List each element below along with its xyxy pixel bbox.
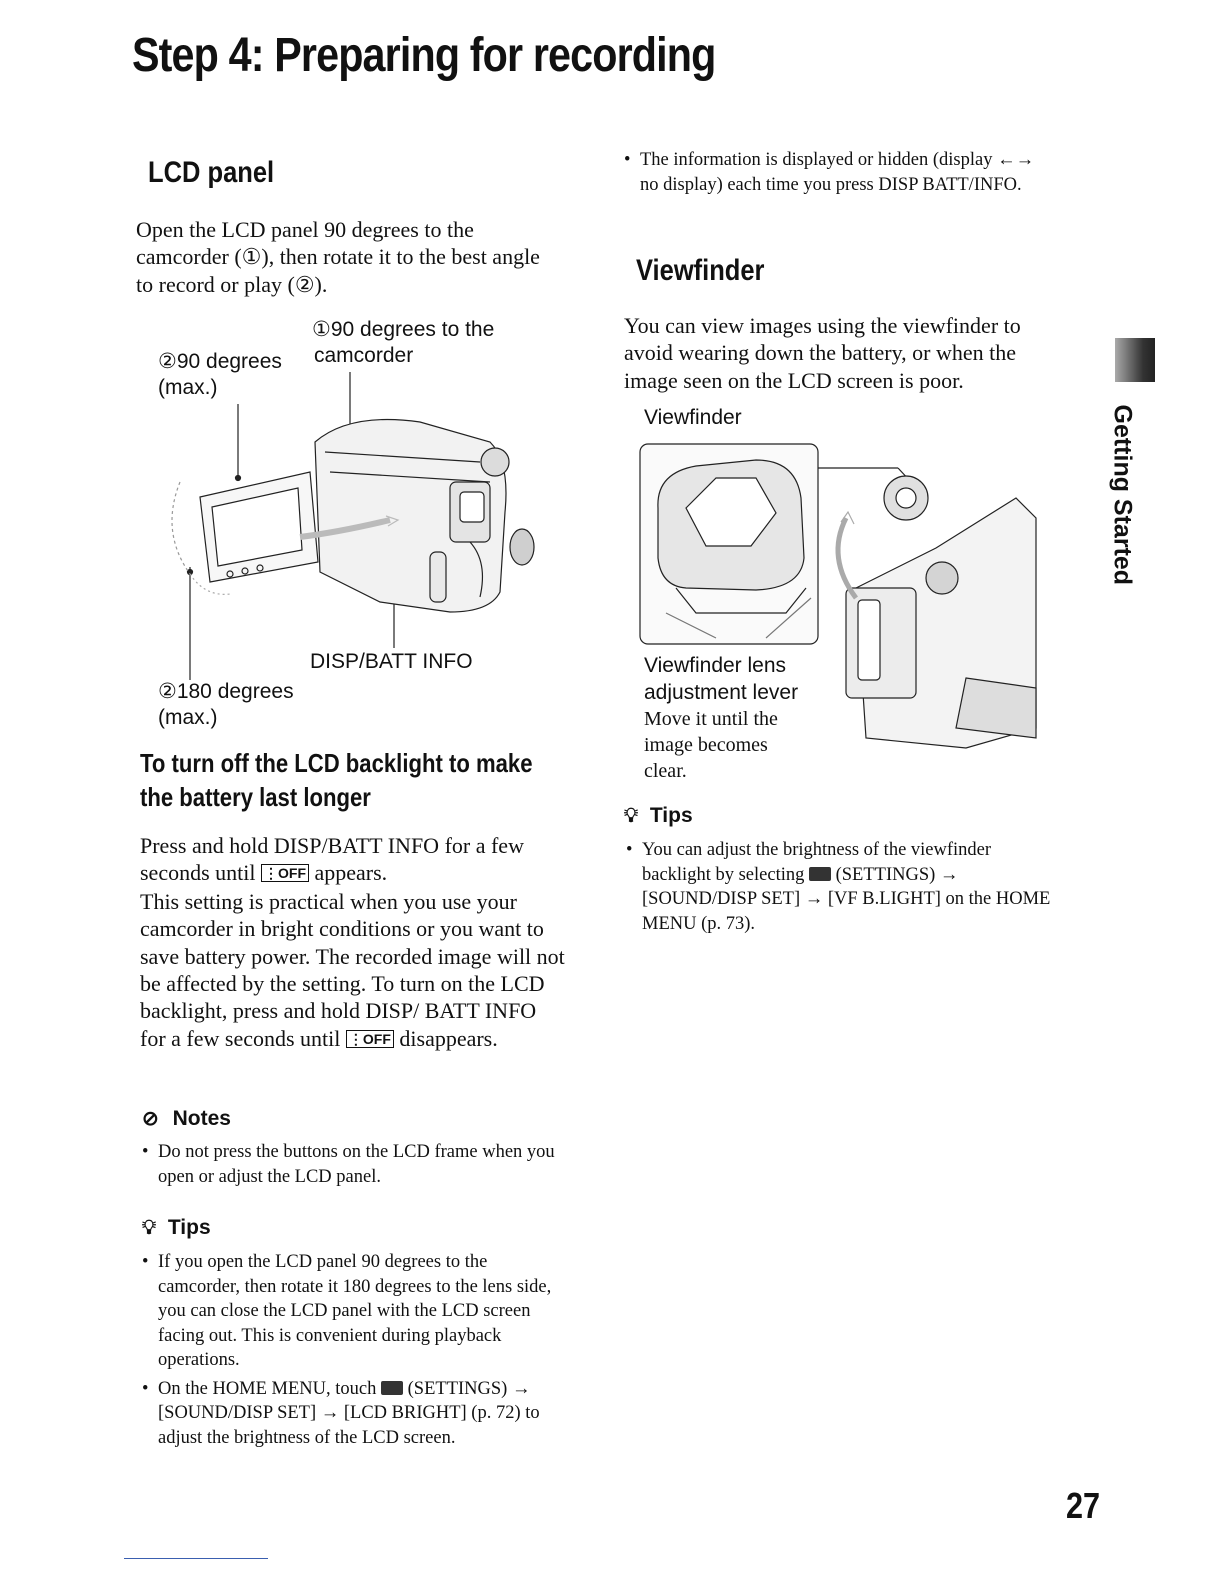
notes-icon: ⊘: [142, 1108, 159, 1130]
backlight-p1a: Press and hold DISP/BATT INFO for a few seconds until: [140, 833, 524, 886]
vf-lens-label-1: Viewfinder lens: [644, 654, 787, 677]
backlight-heading: [140, 746, 532, 814]
backlight-heading-line2: the battery last longer: [140, 782, 371, 812]
lightbulb-icon: 💡︎: [142, 1217, 156, 1239]
label-180-1: ②180 degrees: [158, 680, 294, 703]
lcd-off-icon: ⋮OFF: [261, 864, 309, 882]
camcorder-lcd-illustration: [150, 312, 570, 732]
tips-left-heading-text: Tips: [167, 1216, 211, 1239]
backlight-text: [140, 832, 565, 1053]
backlight-heading-line1: To turn off the LCD backlight to make: [140, 748, 533, 778]
page-title: Step 4: Preparing for recording: [132, 29, 716, 82]
tips-left-item-1: • If you open the LCD panel 90 degrees to the camcorder, then rotate it 180 degrees to the lens side, you can close the LCD panel with the LCD screen facing out. This is convenient during playback operations.: [140, 1250, 565, 1373]
tips-right-list: [624, 838, 1054, 940]
tips-right-item-a: You can adjust the brightness of the viewfinder backlight by selecting: [642, 840, 992, 885]
vf-lens-label-2: adjustment lever: [644, 681, 799, 704]
right-top-list: [622, 148, 1052, 201]
tips-right-item-b: (SETTINGS) → [SOUND/DISP SET] → [VF B.LIGHT] on the HOME MENU (p. 73).: [642, 864, 1051, 934]
label-180-2: (max.): [158, 706, 218, 729]
vf-lens-desc: Move it until the image becomes clear.: [644, 708, 778, 782]
backlight-p2b: disappears.: [399, 1025, 498, 1051]
label-disp-batt: DISP/BATT INFO: [310, 650, 473, 673]
notes-item: • Do not press the buttons on the LCD frame when you open or adjust the LCD panel.: [140, 1140, 560, 1189]
side-tab-label: Getting Started: [1108, 404, 1137, 586]
right-top-note: • The information is displayed or hidden (display ←→ no display) each time you press DISP BATT/INFO.: [622, 148, 1052, 197]
viewfinder-intro: You can view images using the viewfinder to avoid wearing down the battery, or when the image seen on the LCD screen is poor.: [624, 313, 1021, 393]
lcd-intro: Open the LCD panel 90 degrees to the camcorder (①), then rotate it to the best angle to record or play (②).: [136, 217, 540, 297]
tips-left-item-2a: On the HOME MENU, touch: [158, 1378, 377, 1399]
tips-left-heading: [142, 1216, 211, 1240]
lcd-off-icon-2: ⋮OFF: [346, 1030, 394, 1048]
label-90-max-1: ②90 degrees: [158, 350, 282, 373]
label-90-max-2: (max.): [158, 376, 218, 399]
tips-left-list: [140, 1250, 565, 1454]
backlight-p1b: appears.: [314, 860, 388, 886]
footer-rule: [124, 1558, 268, 1559]
tips-right-item: [624, 838, 1054, 936]
settings-icon: [809, 867, 831, 881]
label-90-camcorder-2: camcorder: [314, 344, 414, 367]
notes-list: [140, 1140, 560, 1193]
settings-icon: [381, 1381, 403, 1395]
tips-right-heading-text: Tips: [649, 804, 693, 827]
lcd-panel-heading: LCD panel: [148, 156, 275, 189]
tips-left-item-2b: (SETTINGS) → [SOUND/DISP SET] → [LCD BRIGHT] (p. 72) to adjust the brightness of the LCD screen.: [158, 1378, 540, 1448]
label-90-camcorder-1: ①90 degrees to the: [312, 318, 495, 341]
section-tab-marker: [1115, 338, 1155, 382]
viewfinder-label: Viewfinder: [644, 406, 742, 429]
lcd-diagram: [150, 312, 570, 732]
notes-heading-text: Notes: [172, 1107, 231, 1130]
tips-left-item-2: [140, 1377, 565, 1451]
lightbulb-icon: 💡︎: [624, 805, 638, 827]
backlight-p2: This setting is practical when you use your camcorder in bright conditions or you want to save battery power. The recorded image will not be affected by the setting. To turn on the LCD backlight, press and hold DISP/ BATT INFO for a few seconds until: [140, 888, 565, 1051]
viewfinder-heading: Viewfinder: [636, 254, 765, 287]
tips-right-heading: [624, 804, 693, 828]
notes-heading: [142, 1106, 231, 1131]
page-number: 27: [1066, 1485, 1101, 1526]
